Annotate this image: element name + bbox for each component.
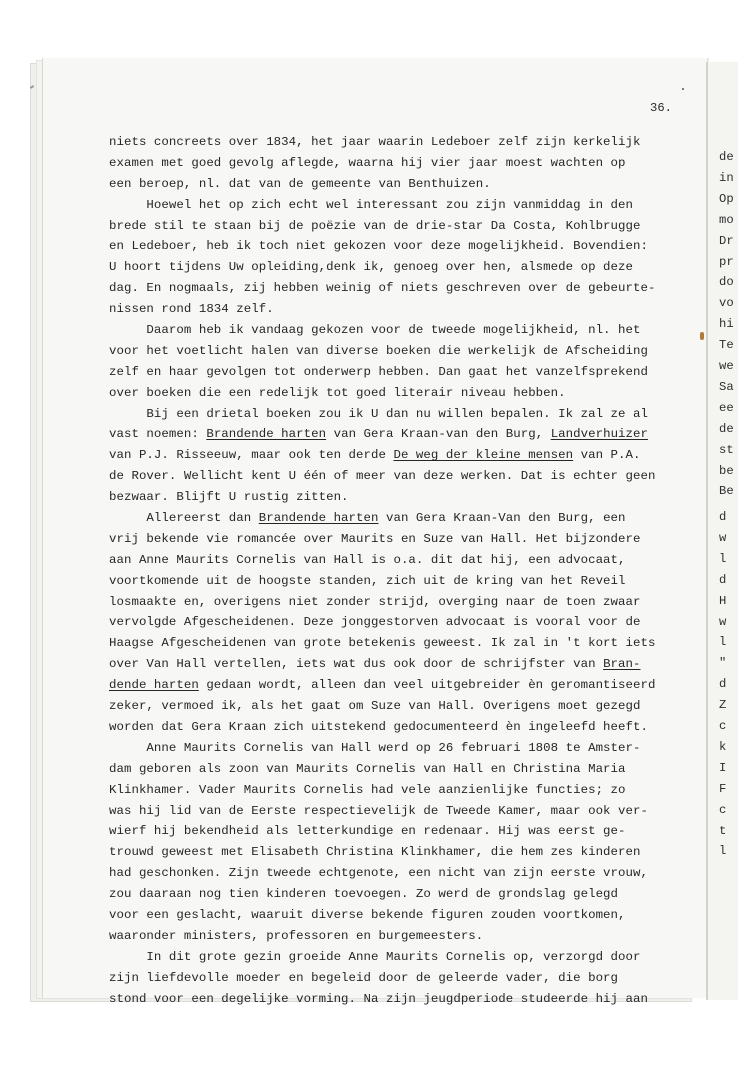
text-segment: vervolgde Afgescheidenen. Deze jonggestorven advocaat is vooral voor de (109, 615, 641, 630)
text-segment: zelf en haar gevolgen tot onderwerp hebben. Dan gaat het vanzelfsprekend (109, 364, 648, 379)
book-title: Brandende harten (258, 511, 379, 526)
text-line (109, 174, 655, 195)
text-segment: niets concreets over 1834, het jaar waarin Ledeboer zelf zijn kerkelijk (109, 135, 641, 149)
text-line (109, 780, 655, 801)
adjacent-page-fragment: Z (719, 698, 727, 713)
text-segment: brede stil te staan bij de poëzie van de drie-star Da Costa, Kohlbrugge (109, 218, 641, 233)
text-segment: vast noemen: (109, 427, 207, 442)
text-line (109, 299, 655, 320)
text-segment: gedaan wordt, alleen dan veel uitgebreider èn geromantiseerd (198, 678, 656, 693)
text-line (109, 424, 655, 445)
text-segment: Daarom heb ik vandaag gekozen voor de tweede mogelijkheid, nl. het (109, 323, 641, 338)
text-line (109, 989, 655, 1010)
adjacent-page-fragment: be (719, 463, 734, 478)
text-segment: nissen rond 1834 zelf. (109, 302, 274, 317)
adjacent-page-fragment: d (719, 510, 727, 524)
text-line (109, 842, 655, 863)
text-line (109, 466, 655, 487)
book-title: Brandende harten (206, 427, 327, 442)
text-line (109, 529, 655, 550)
text-segment: van Gera Kraan-Van den Burg, een (378, 511, 626, 526)
text-segment: losmaakte en, overigens niet zonder strijd, overging naar de toen zwaar (109, 594, 641, 609)
text-line (109, 508, 655, 529)
text-segment: dam geboren als zoon van Maurits Cornelis van Hall en Christina Maria (109, 761, 626, 776)
text-segment: van P.J. Risseeuw, maar ook ten derde (109, 448, 394, 463)
adjacent-page-fragment: F (719, 781, 727, 796)
adjacent-page-fragment: do (719, 275, 734, 290)
text-line (109, 738, 655, 759)
text-segment: Haagse Afgescheidenen van grote betekenis geweest. Ik zal in 't kort iets (109, 636, 656, 651)
text-line (109, 821, 655, 842)
text-segment: Klinkhamer. Vader Maurits Cornelis had vele aanzienlijke functies; zo (109, 782, 626, 797)
adjacent-page-fragment: l (719, 551, 727, 566)
text-line (109, 132, 655, 153)
text-line (109, 801, 655, 822)
ink-speck (682, 88, 684, 90)
adjacent-page-fragment: c (719, 719, 727, 733)
text-segment: Hoewel het op zich echt wel interessant zou zijn vanmiddag in den (109, 197, 633, 212)
text-segment: Allereerst dan (109, 511, 259, 526)
text-segment: zou daaraan nog tien kinderen toevoegen. Zo werd de grondslag gelegd (109, 887, 619, 902)
text-segment: examen met goed gevolg aflegde, waarna hij vier jaar moest wachten op (109, 155, 626, 170)
text-line (109, 863, 655, 884)
text-segment: zeker, vermoed ik, als het gaat om Suze van Hall. Overigens moet gezegd (109, 699, 641, 714)
text-segment: van Gera Kraan-van den Burg, (326, 427, 551, 442)
book-title: De weg der kleine mensen (393, 448, 574, 463)
text-line (109, 592, 655, 613)
adjacent-page-fragment: mo (719, 212, 734, 227)
adjacent-page-fragment: ee (719, 400, 734, 415)
text-segment: waaronder ministers, professoren en burgemeesters. (109, 928, 484, 943)
text-line (109, 195, 655, 216)
text-line (109, 905, 655, 926)
text-segment: stond voor een degelijke vorming. Na zijn jeugdperiode studeerde hij aan (109, 991, 648, 1006)
adjacent-page-fragment: in (719, 170, 734, 185)
adjacent-page-fragment: w (719, 530, 727, 545)
text-line (109, 947, 655, 968)
adjacent-page-fragment: H (719, 593, 727, 608)
text-line (109, 550, 655, 571)
adjacent-page-fragment: t (719, 823, 727, 838)
text-line (109, 696, 655, 717)
adjacent-page-fragment: vo (719, 296, 734, 311)
adjacent-page-fragment: k (719, 739, 727, 754)
adjacent-page-fragment: d (719, 677, 727, 692)
text-line (109, 654, 655, 675)
text-line (109, 341, 655, 362)
text-segment: Anne Maurits Cornelis van Hall werd op 26 februari 1808 te Amster- (109, 740, 641, 755)
text-segment: In dit grote gezin groeide Anne Maurits Cornelis op, verzorgd door (109, 949, 641, 964)
adjacent-page-fragment: we (719, 359, 734, 373)
adjacent-page-fragment: pr (719, 254, 734, 269)
text-segment: over Van Hall vertellen, iets wat dus ook door de schrijfster van (109, 657, 604, 672)
text-segment: voor het voetlicht halen van diverse boeken die werkelijk de Afscheiding (109, 343, 648, 358)
text-segment: van P.A. (573, 448, 641, 463)
adjacent-page-fragment: de (719, 421, 734, 436)
text-line (109, 320, 655, 341)
book-title: Bran- (603, 657, 641, 672)
ink-mark (700, 332, 704, 340)
text-line (109, 445, 655, 466)
text-segment: trouwd geweest met Elisabeth Christina Klinkhamer, die hem zes kinderen (109, 845, 641, 860)
text-segment: zijn liefdevolle moeder en begeleid door de geleerde vader, die borg (109, 970, 619, 985)
text-line (109, 153, 655, 174)
adjacent-page-fragment: d (719, 572, 727, 587)
adjacent-page-fragment: l (719, 635, 727, 650)
text-segment: dag. En nogmaals, zij hebben weinig of niets geschreven over de gebeurte- (109, 281, 656, 296)
text-segment: voortkomende uit de hoogste standen, zich uit de kring van het Reveil (109, 573, 626, 588)
text-line (109, 216, 655, 237)
adjacent-page-fragment: Dr (719, 233, 734, 248)
text-segment: was hij lid van de Eerste respectievelijk de Tweede Kamer, maar ook ver- (109, 803, 648, 818)
text-line (109, 236, 655, 257)
text-segment: vrij bekende vie romancée over Maurits en Suze van Hall. Het bijzondere (109, 531, 641, 546)
adjacent-page-fragment: hi (719, 317, 734, 332)
text-segment: voor een geslacht, waaruit diverse bekende figuren zouden voortkomen, (109, 907, 626, 922)
text-line (109, 383, 655, 404)
text-line (109, 717, 655, 738)
adjacent-page-fragment: I (719, 760, 727, 775)
adjacent-page-fragment: de (719, 150, 734, 164)
adjacent-page-fragment: w (719, 614, 727, 629)
text-line (109, 926, 655, 947)
text-segment: en Ledeboer, heb ik toch niet gekozen voor deze mogelijkheid. Bovendien: (109, 239, 648, 254)
text-line (109, 612, 655, 633)
adjacent-page-fragment: Op (719, 191, 734, 206)
text-line (109, 362, 655, 383)
adjacent-page-fragment: l (719, 844, 727, 859)
text-segment: Bij een drietal boeken zou ik U dan nu willen bepalen. Ik zal ze al (109, 406, 648, 421)
book-title: Landverhuizer (550, 427, 649, 442)
adjacent-page-fragment: " (719, 656, 727, 671)
text-line (109, 404, 655, 425)
text-segment: worden dat Gera Kraan zich uitstekend gedocumenteerd èn ingeleefd heeft. (109, 719, 648, 734)
adjacent-page-fragment: c (719, 802, 727, 817)
page-number: 36. (650, 101, 672, 115)
text-segment: aan Anne Maurits Cornelis van Hall is o.a. dit dat hij, een advocaat, (109, 552, 626, 567)
text-line (109, 487, 655, 508)
text-line (109, 675, 655, 696)
text-segment: bezwaar. Blijft U rustig zitten. (109, 490, 349, 505)
text-line (109, 257, 655, 278)
adjacent-page-fragment: st (719, 442, 734, 457)
adjacent-page-fragment: Sa (719, 379, 734, 394)
text-line (109, 571, 655, 592)
text-segment: de Rover. Wellicht kent U één of meer van deze werken. Dat is echter geen (109, 469, 656, 484)
body-text (109, 132, 655, 1009)
text-segment: U hoort tijdens Uw opleiding,denk ik, genoeg over hen, alsmede op deze (109, 260, 633, 275)
text-segment: een beroep, nl. dat van de gemeente van Benthuizen. (109, 176, 491, 191)
book-title: dende harten (109, 678, 199, 693)
adjacent-page-fragment: Be (719, 484, 734, 499)
text-line (109, 633, 655, 654)
text-line (109, 759, 655, 780)
text-segment: wierf hij bekendheid als letterkundige en redenaar. Hij was eerst ge- (109, 824, 626, 839)
text-line (109, 884, 655, 905)
text-line (109, 278, 655, 299)
adjacent-page-fragment: Te (719, 338, 734, 353)
text-segment: over boeken die een redelijk tot goed literair niveau hebben. (109, 385, 566, 400)
text-line (109, 968, 655, 989)
text-segment: had geschonken. Zijn tweede echtgenote, een nicht van zijn eerste vrouw, (109, 866, 648, 881)
